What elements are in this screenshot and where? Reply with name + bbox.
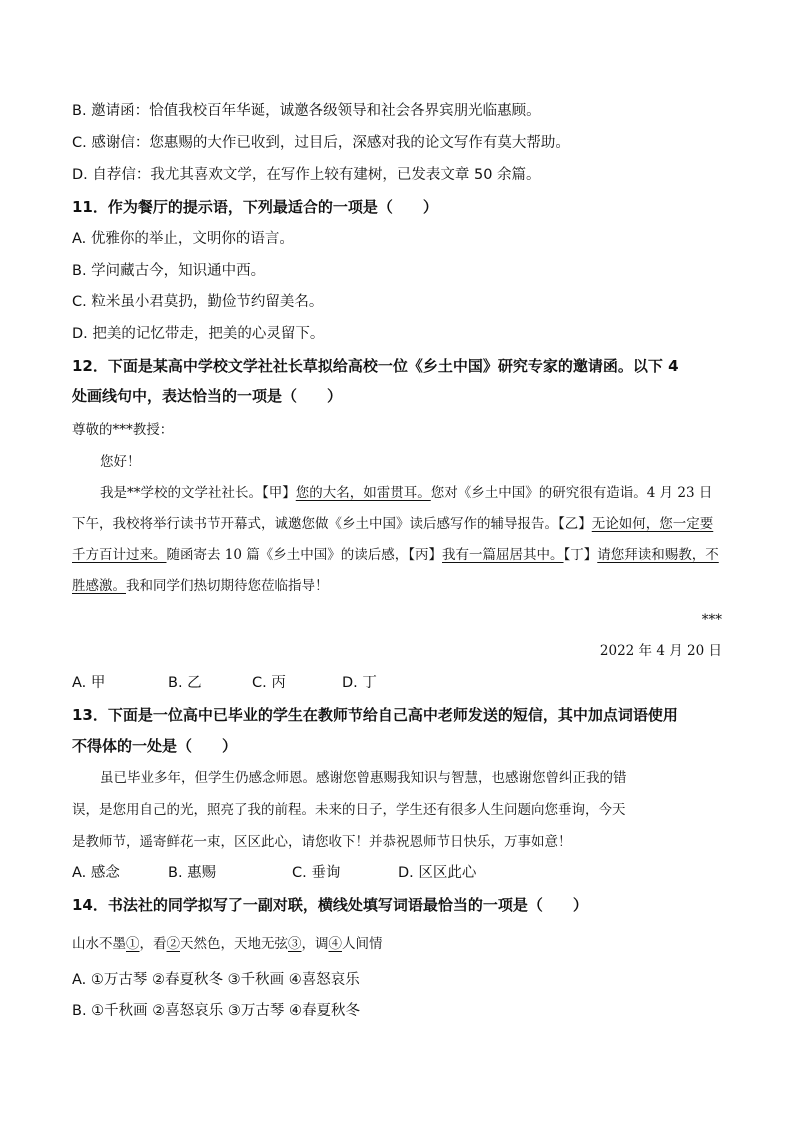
- mark-bing: 【丙】: [408, 547, 443, 563]
- letter-text-3: 随函寄去 10 篇《乡土中国》的读后感，: [166, 547, 409, 563]
- q12-option-a: A. 甲: [72, 675, 106, 691]
- mark-jia: 【甲】: [262, 485, 296, 501]
- letter-text-4: 我和同学们热切期待您莅临指导！: [126, 578, 329, 594]
- underlined-ding: 请您拜读和赐教，不胜感激。: [72, 547, 719, 594]
- letter-text-2: 您对《乡土中国》的研究很有造诣。4 月 23 日下午，我校将举行读书节开幕式，诚邀您做《乡土中国》读后感写作的辅导报告。: [72, 485, 713, 532]
- q14-option-b: B. ①千秋画 ②喜怒哀乐 ③万古琴 ④春夏秋冬: [72, 1003, 360, 1019]
- q13-message-line2: 误，是您用自己的光，照亮了我的前程。未来的日子，学生还有很多人生问题向您垂询，今天: [72, 802, 626, 818]
- couplet-text-2: ，看: [139, 936, 167, 952]
- q14-stem: 14．书法社的同学拟写了一副对联，横线处填写词语最恰当的一项是（ ）: [72, 896, 588, 914]
- q13-option-d: D. 区区此心: [398, 865, 477, 881]
- couplet-blank-1: ①: [126, 936, 140, 952]
- letter-greeting: 您好！: [100, 454, 141, 470]
- mark-yi: 【乙】: [558, 516, 592, 532]
- mark-ding: 【丁】: [563, 547, 598, 563]
- q13-options: [72, 863, 476, 883]
- q12-option-d: D. 丁: [342, 675, 377, 691]
- q14-couplet: [72, 934, 383, 954]
- q12-option-b: B. 乙: [168, 675, 202, 691]
- couplet-blank-2: ②: [166, 936, 180, 952]
- q13-message-line3: 是教师节，遥寄鲜花一束，区区此心，请您收下！并恭祝恩师节日快乐，万事如意！: [72, 834, 572, 850]
- couplet-text-1: 山水不墨: [72, 936, 126, 952]
- q13-stem-line1: 13．下面是一位高中已毕业的学生在教师节给自己高中老师发送的短信，其中加点词语使用: [72, 706, 678, 724]
- q12-stem-line1: 12．下面是某高中学校文学社社长草拟给高校一位《乡土中国》研究专家的邀请函。以下 4: [72, 357, 679, 375]
- couplet-blank-3: ③: [288, 936, 302, 952]
- letter-signature: ***: [701, 612, 722, 628]
- letter-body: [72, 478, 722, 602]
- q11-stem: 11．作为餐厅的提示语，下列最适合的一项是（ ）: [72, 198, 438, 216]
- couplet-text-5: 人间情: [342, 936, 383, 952]
- q13-option-a: A. 感念: [72, 865, 120, 881]
- letter-salutation: 尊敬的***教授：: [72, 422, 174, 438]
- q11-option-d: D. 把美的记忆带走，把美的心灵留下。: [72, 326, 325, 342]
- underlined-jia: 您的大名，如雷贯耳。: [295, 485, 431, 501]
- q12-stem-line2: 处画线句中，表达恰当的一项是（ ）: [72, 387, 343, 405]
- q12-options: [72, 673, 377, 693]
- prev-option-c: C. 感谢信：您惠赐的大作已收到，过目后，深感对我的论文写作有莫大帮助。: [72, 135, 570, 151]
- couplet-text-3: 天然色，天地无弦: [180, 936, 288, 952]
- q13-stem-line2: 不得体的一处是（ ）: [72, 737, 238, 755]
- letter-date: 2022 年 4 月 20 日: [599, 643, 722, 659]
- underlined-yi: 无论如何，您一定要千方百计过来。: [72, 516, 714, 563]
- q11-option-b: B. 学问藏古今，知识通中西。: [72, 263, 266, 279]
- q13-option-b: B. 惠赐: [168, 865, 217, 881]
- q12-option-c: C. 丙: [252, 675, 286, 691]
- q13-message-line1: 虽已毕业多年，但学生仍感念师恩。感谢您曾惠赐我知识与智慧，也感谢您曾纠正我的错: [100, 770, 627, 786]
- prev-option-d: D. 自荐信：我尤其喜欢文学，在写作上较有建树，已发表文章 50 余篇。: [72, 167, 541, 183]
- underlined-bing: 我有一篇屈居其中。: [442, 547, 564, 563]
- q14-option-a: A. ①万古琴 ②春夏秋冬 ③千秋画 ④喜怒哀乐: [72, 972, 360, 988]
- couplet-text-4: ，调: [301, 936, 329, 952]
- q11-option-c: C. 粒米虽小君莫扔，勤俭节约留美名。: [72, 294, 324, 310]
- prev-option-b: B. 邀请函：恰值我校百年华诞，诚邀各级领导和社会各界宾朋光临惠顾。: [72, 103, 541, 119]
- q11-option-a: A. 优雅你的举止，文明你的语言。: [72, 231, 294, 247]
- letter-text-1: 我是**学校的文学社社长。: [100, 485, 262, 501]
- couplet-blank-4: ④: [328, 936, 342, 952]
- q13-option-c: C. 垂询: [292, 865, 341, 881]
